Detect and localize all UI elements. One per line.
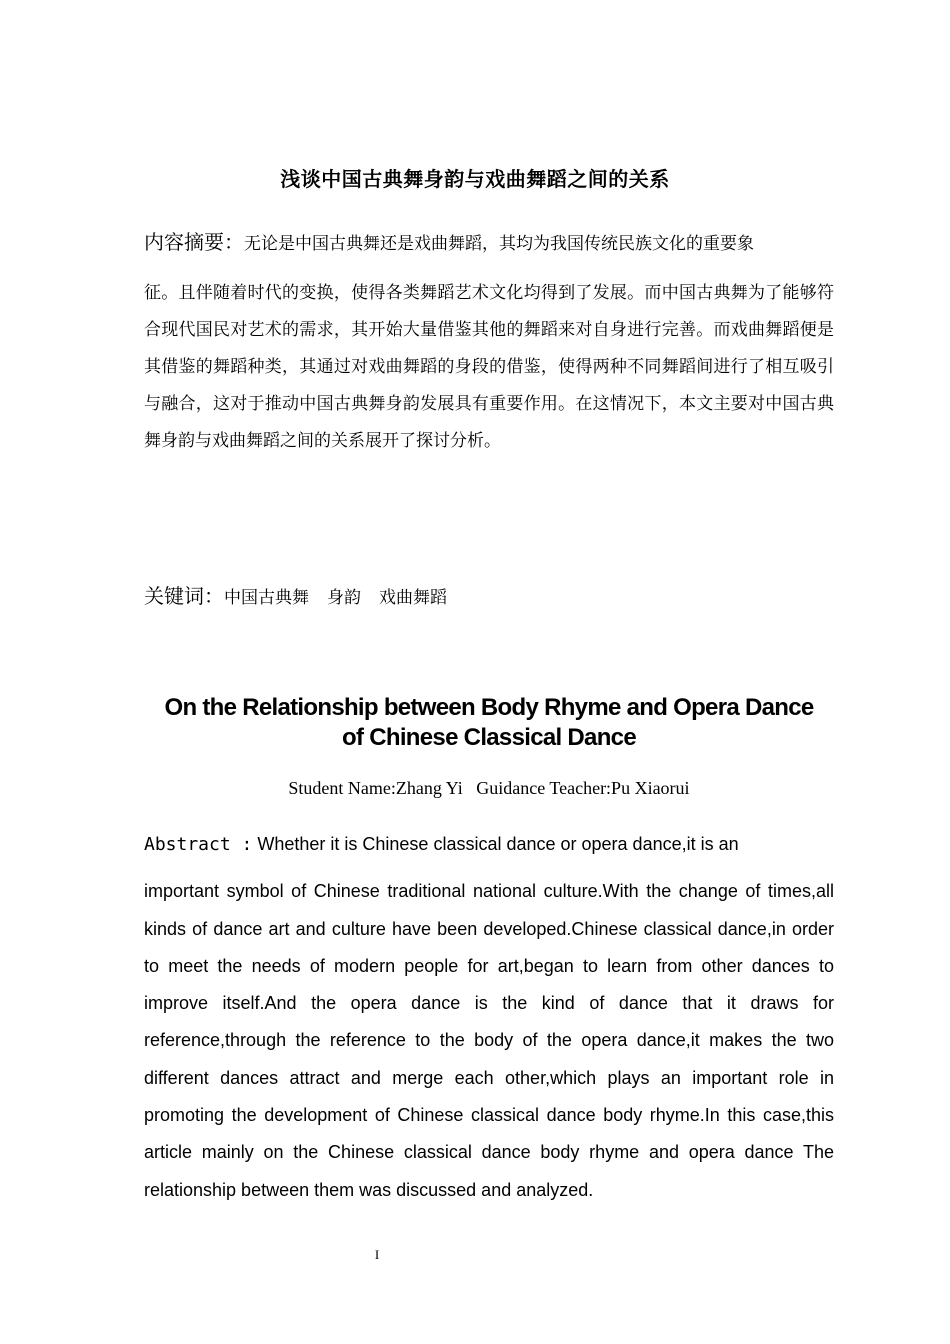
english-title-line1: On the Relationship between Body Rhyme and Opera Dance <box>164 694 814 721</box>
author-line: Student Name:Zhang Yi Guidance Teacher:Pu Xiaorui <box>288 778 690 798</box>
chinese-keywords <box>144 581 465 613</box>
chinese-abstract-first-line <box>144 224 834 263</box>
english-abstract-line1: Whether it is Chinese classical dance or opera dance,it is an <box>252 834 739 854</box>
chinese-title: 浅谈中国古典舞身韵与戏曲舞蹈之间的关系 <box>280 167 670 191</box>
english-abstract <box>144 826 834 1209</box>
keyword-item: 戏曲舞蹈 <box>379 588 447 608</box>
english-abstract-label: Abstract : <box>144 834 253 855</box>
chinese-abstract-line1: 无论是中国古典舞还是戏曲舞蹈，其均为我国传统民族文化的重要象 <box>244 234 754 254</box>
chinese-abstract-label: 内容摘要： <box>144 230 244 254</box>
keyword-item: 中国古典舞 <box>224 588 309 608</box>
keywords-label: 关键词： <box>144 584 224 608</box>
english-title <box>120 693 858 753</box>
english-title-line2: of Chinese Classical Dance <box>342 724 636 751</box>
english-abstract-first-line <box>144 826 834 863</box>
english-abstract-body: important symbol of Chinese traditional national culture.With the change of times,all kinds of dance art and culture have been developed.Chinese classical dance,in order to meet the needs of modern people for art,began to learn from other dances to improve itself.And the opera dance is the kind of dance that it draws for reference,through the reference to the body of the opera dance,it makes the two different dances attract and merge each other,which plays an important role in promoting the development of Chinese classical dance body rhyme.In this case,this article mainly on the Chinese classical dance body rhyme and opera dance The relationship between them was discussed and analyzed. <box>144 881 834 1200</box>
page-number: I <box>374 1247 380 1262</box>
keyword-item: 身韵 <box>327 588 361 608</box>
chinese-abstract <box>144 224 834 460</box>
chinese-abstract-body: 征。且伴随着时代的变换，使得各类舞蹈艺术文化均得到了发展。而中国古典舞为了能够符合现代国民对艺术的需求，其开始大量借鉴其他的舞蹈来对自身进行完善。而戏曲舞蹈便是其借鉴的舞蹈种类，其通过对戏曲舞蹈的身段的借鉴，使得两种不同舞蹈间进行了相互吸引与融合，这对于推动中国古典舞身韵发展具有重要作用。在这情况下，本文主要对中国古典舞身韵与戏曲舞蹈之间的关系展开了探讨分析。 <box>144 283 834 451</box>
